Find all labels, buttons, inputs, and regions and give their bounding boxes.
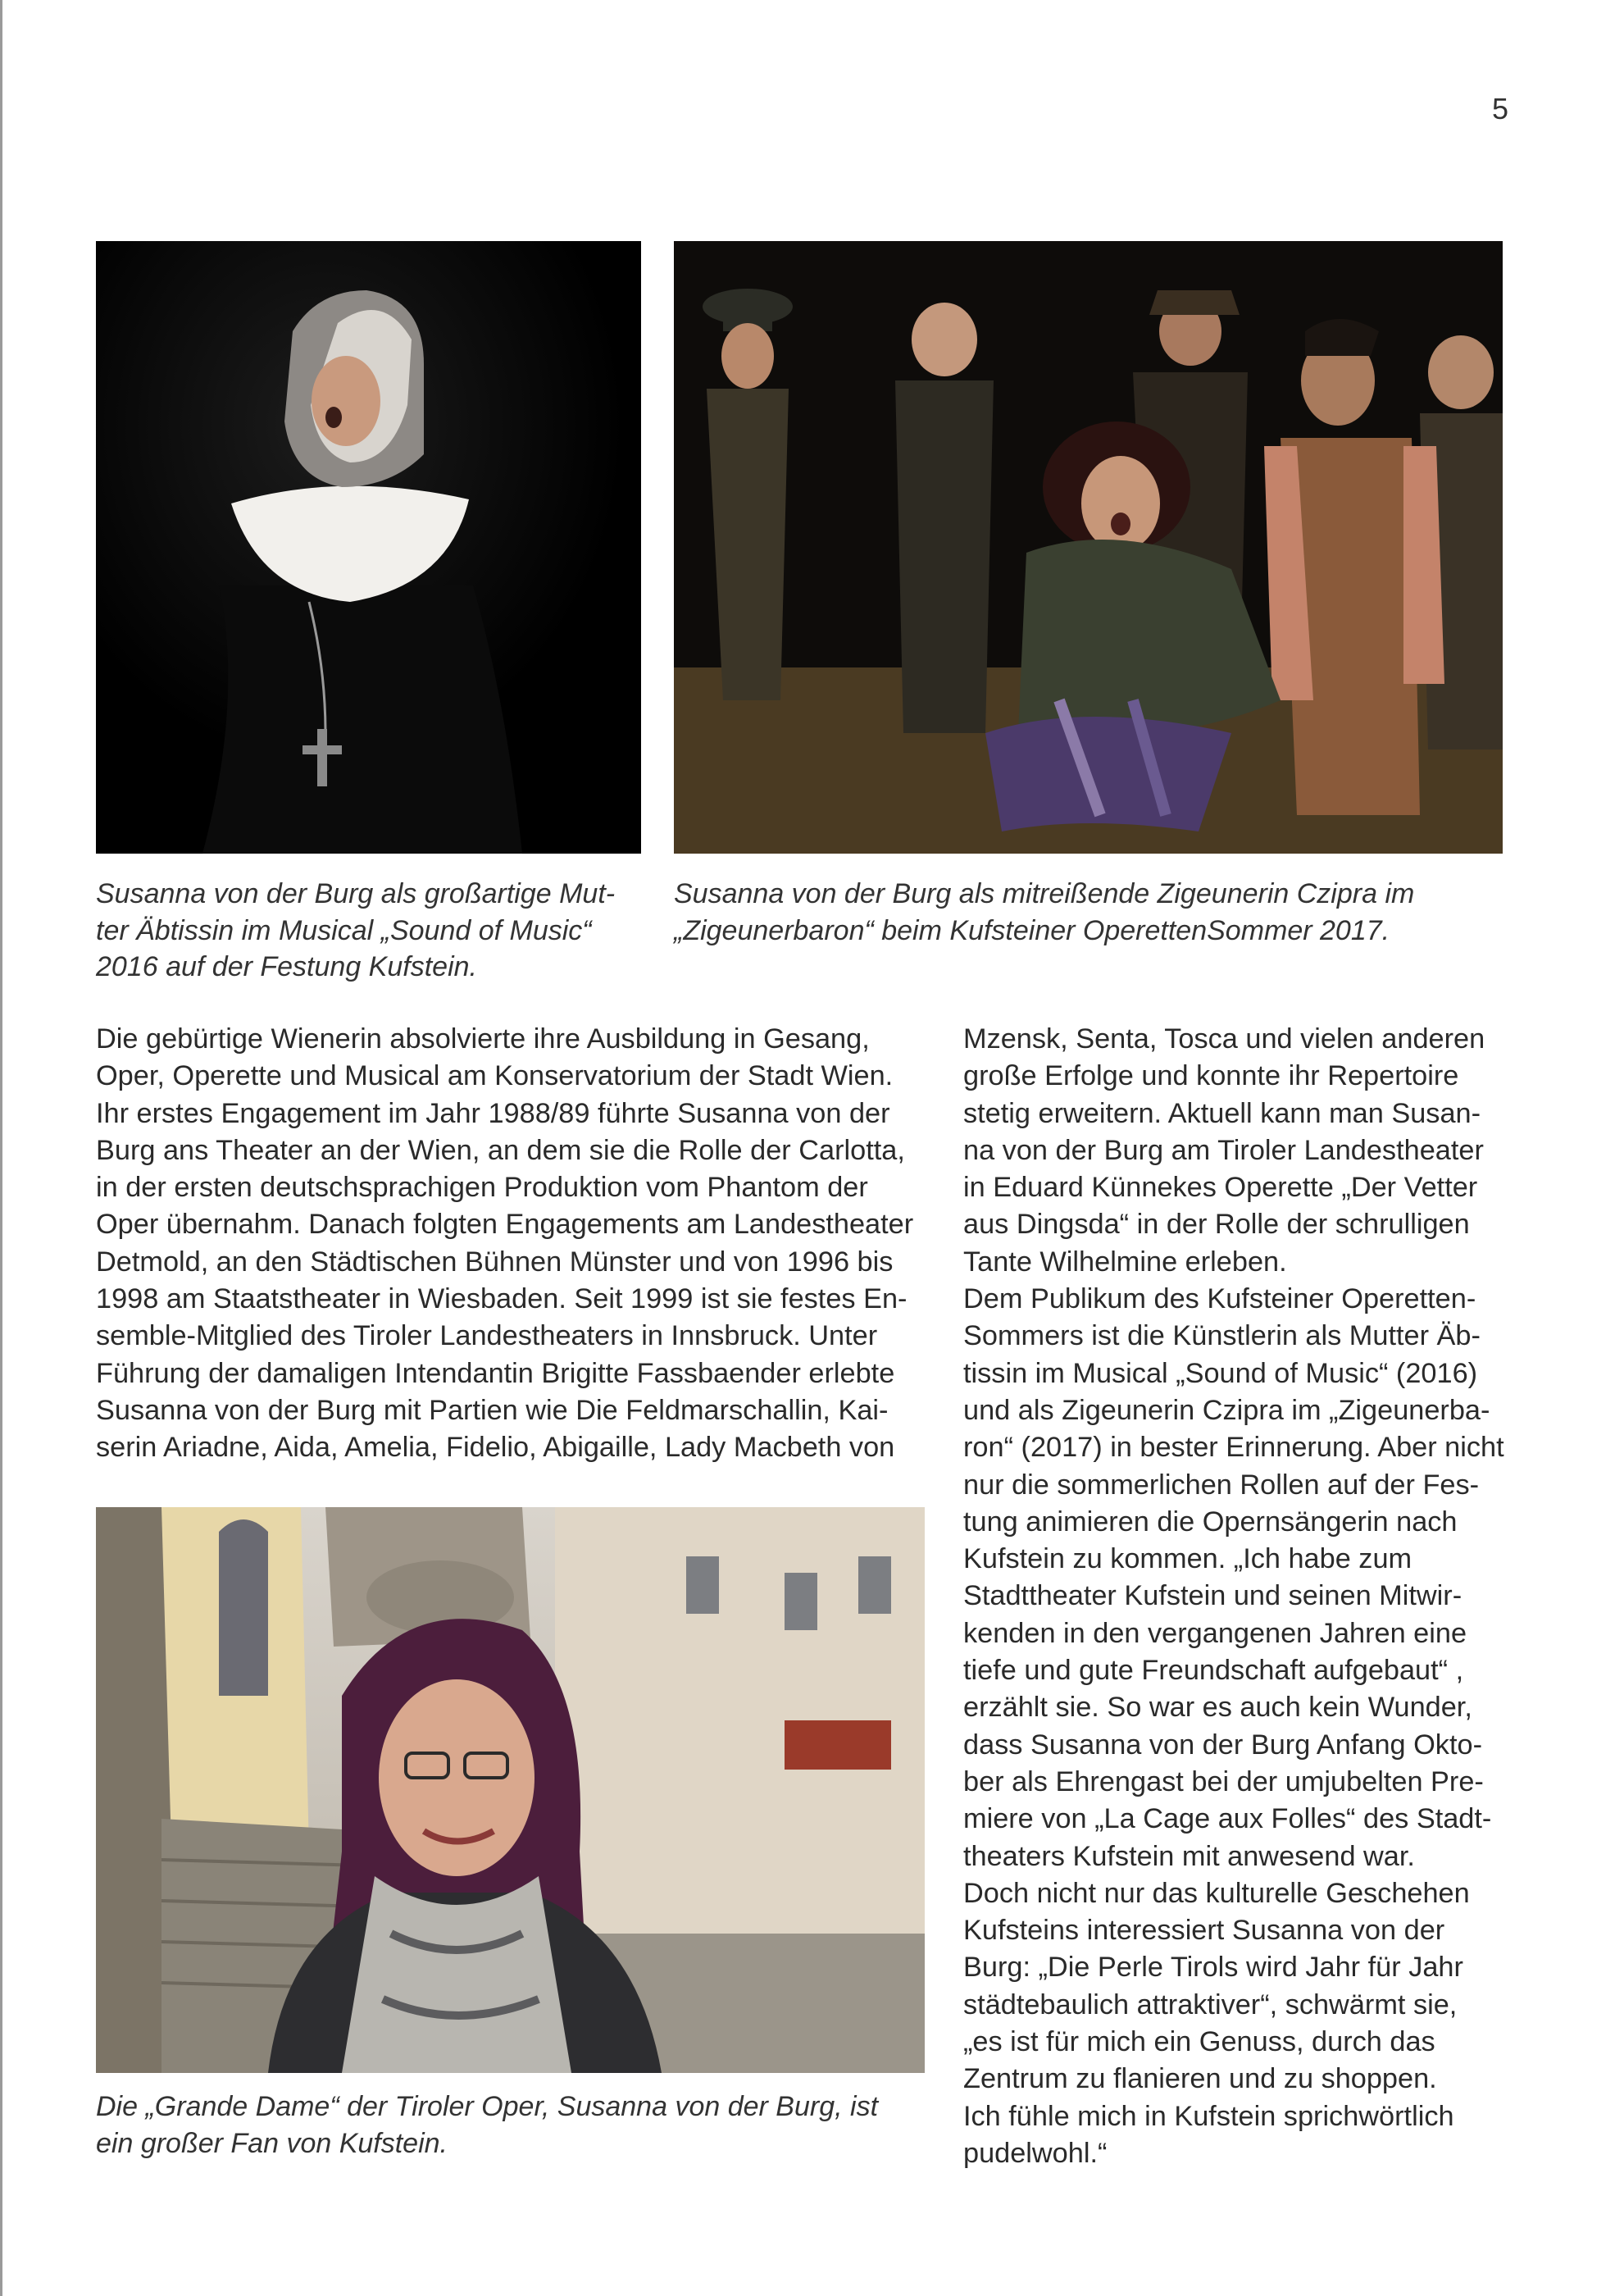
text-line: Ich fühle mich in Kufstein sprichwörtlich [963, 2100, 1454, 2132]
zigeunerbaron-photo-caption [674, 876, 1414, 949]
text-line: Kufstein zu kommen. „Ich habe zum [963, 1543, 1412, 1575]
text-line: serin Ariadne, Aida, Amelia, Fidelio, Abigaille, Lady Macbeth von [96, 1432, 895, 1464]
text-line: Ihr erstes Engagement im Jahr 1988/89 führte Susanna von der [96, 1097, 890, 1129]
caption-line: Susanna von der Burg als großartige Mut- [96, 878, 616, 909]
caption-line: ter Äbtissin im Musical „Sound of Music“ [96, 914, 592, 946]
text-line: Susanna von der Burg mit Partien wie Die Feldmarschallin, Kai- [96, 1394, 889, 1426]
nun-photo-caption [96, 876, 615, 986]
text-line: theaters Kufstein mit anwesend war. [963, 1840, 1415, 1872]
text-line: kenden in den vergangenen Jahren eine [963, 1617, 1467, 1649]
text-line: erzählt sie. So war es auch kein Wunder, [963, 1692, 1472, 1724]
text-line: tiefe und gute Freundschaft aufgebaut“ , [963, 1655, 1464, 1687]
text-line: pudelwohl.“ [963, 2137, 1108, 2169]
text-line: Stadttheater Kufstein und seinen Mitwir- [963, 1580, 1463, 1612]
zigeunerbaron-photo [674, 241, 1503, 854]
text-line: Die gebürtige Wienerin absolvierte ihre Ausbildung in Gesang, [96, 1023, 870, 1055]
caption-line: 2016 auf der Festung Kufstein. [96, 951, 477, 982]
caption-line: Susanna von der Burg als mitreißende Zigeunerin Czipra im [674, 878, 1415, 909]
article-left-column [96, 1021, 913, 1467]
text-line: Sommers ist die Künstlerin als Mutter Äb- [963, 1320, 1481, 1352]
text-line: „es ist für mich ein Genuss, durch das [963, 2026, 1435, 2058]
text-line: Mzensk, Senta, Tosca und vielen anderen [963, 1023, 1485, 1055]
text-line: Detmold, an den Städtischen Bühnen Münster und von 1996 bis [96, 1246, 894, 1278]
text-line: na von der Burg am Tiroler Landestheater [963, 1134, 1484, 1166]
text-line: Tante Wilhelmine erleben. [963, 1246, 1287, 1278]
text-line: Burg ans Theater an der Wien, an dem sie die Rolle der Carlotta, [96, 1134, 905, 1166]
portrait-photo-caption [96, 2089, 878, 2162]
text-line: stetig erweitern. Aktuell kann man Susan- [963, 1097, 1481, 1129]
text-line: in der ersten deutschsprachigen Produktion vom Phantom der [96, 1172, 868, 1204]
caption-line: „Zigeunerbaron“ beim Kufsteiner OperettenSommer 2017. [674, 914, 1390, 946]
text-line: aus Dingsda“ in der Rolle der schrulligen [963, 1209, 1470, 1241]
page-edge [0, 0, 2, 2296]
text-line: tung animieren die Opernsängerin nach [963, 1506, 1458, 1538]
text-line: ron“ (2017) in bester Erinnerung. Aber nicht [963, 1432, 1504, 1464]
text-line: semble-Mitglied des Tiroler Landestheaters in Innsbruck. Unter [96, 1320, 878, 1352]
text-line: nur die sommerlichen Rollen auf der Fes- [963, 1469, 1480, 1501]
text-line: Führung der damaligen Intendantin Brigitte Fassbaender erlebte [96, 1357, 895, 1389]
text-line: miere von „La Cage aux Folles“ des Stadt- [963, 1803, 1492, 1835]
caption-line: Die „Grande Dame“ der Tiroler Oper, Susanna von der Burg, ist [96, 2091, 879, 2122]
text-line: große Erfolge und konnte ihr Repertoire [963, 1060, 1459, 1092]
page-number: 5 [1492, 92, 1509, 125]
text-line: Kufsteins interessiert Susanna von der [963, 1915, 1445, 1947]
text-line: tissin im Musical „Sound of Music“ (2016) [963, 1357, 1478, 1389]
text-line: 1998 am Staatstheater in Wiesbaden. Seit 1999 ist sie festes En- [96, 1283, 908, 1315]
text-line: Doch nicht nur das kulturelle Geschehen [963, 1877, 1470, 1909]
text-line: Burg: „Die Perle Tirols wird Jahr für Jahr [963, 1952, 1463, 1984]
text-line: und als Zigeunerin Czipra im „Zigeunerba- [963, 1394, 1490, 1426]
text-line: städtebaulich attraktiver“, schwärmt sie, [963, 1988, 1458, 2020]
text-line: ber als Ehrengast bei der umjubelten Pre- [963, 1765, 1484, 1797]
text-line: dass Susanna von der Burg Anfang Okto- [963, 1729, 1482, 1761]
text-line: Oper übernahm. Danach folgten Engagements am Landestheater [96, 1209, 914, 1241]
caption-line: ein großer Fan von Kufstein. [96, 2127, 448, 2159]
text-line: Dem Publikum des Kufsteiner Operetten- [963, 1283, 1476, 1315]
text-line: in Eduard Künnekes Operette „Der Vetter [963, 1172, 1478, 1204]
portrait-photo [96, 1507, 925, 2073]
text-line: Zentrum zu flanieren und zu shoppen. [963, 2063, 1437, 2095]
nun-photo [96, 241, 641, 854]
article-right-column [963, 1021, 1504, 2172]
text-line: Oper, Operette und Musical am Konservatorium der Stadt Wien. [96, 1060, 894, 1092]
